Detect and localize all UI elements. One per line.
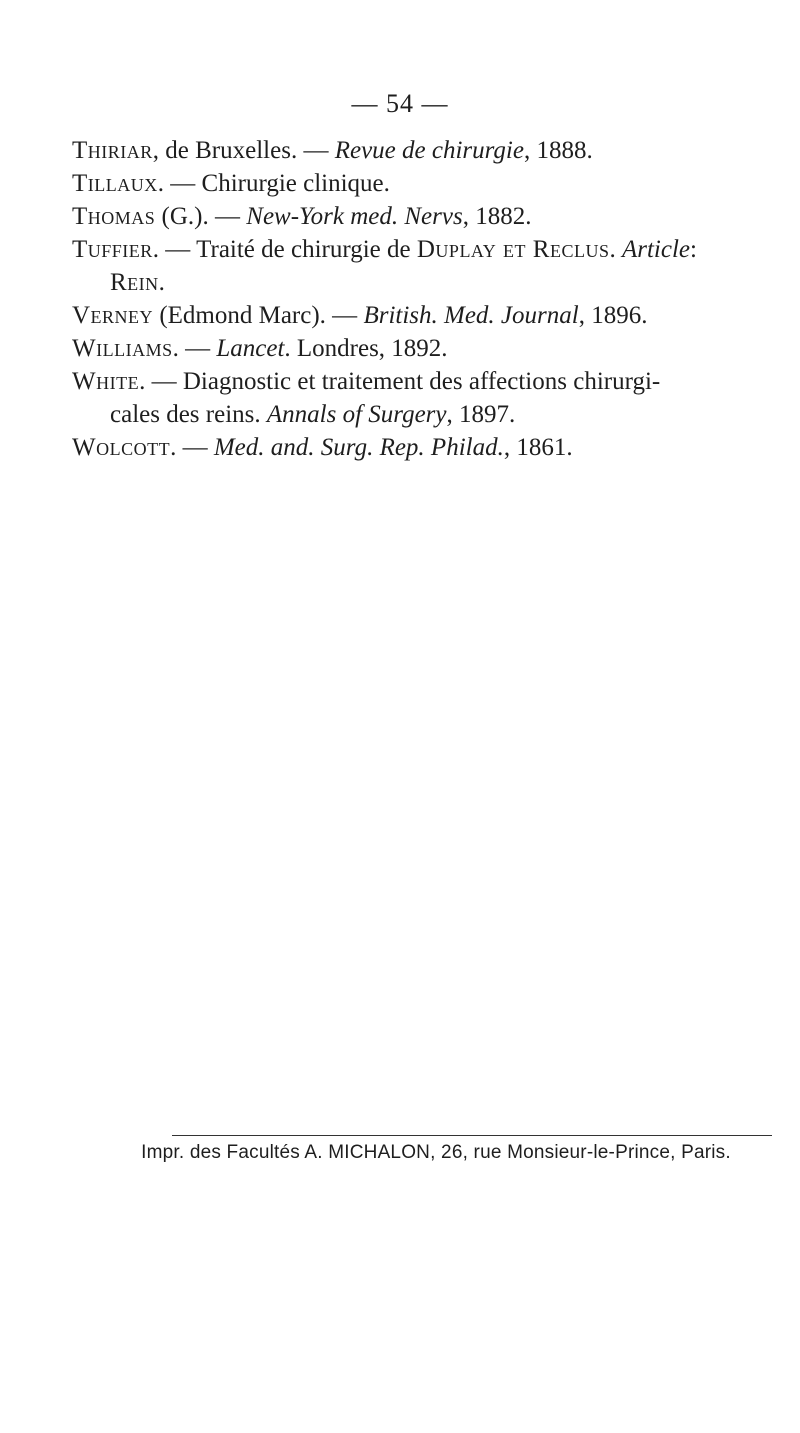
reference-text: :: [689, 236, 697, 263]
reference-text: cales des reins.: [110, 401, 267, 428]
reference-text: . —: [172, 335, 217, 362]
reference-text: . — Diagnostic et traitement des affections chirurgi-: [139, 368, 661, 395]
author-name: Wolcott: [72, 434, 171, 461]
journal-title: Lancet: [216, 335, 285, 362]
reference-entry: [0, 134, 800, 167]
co-author-names: Duplay et Reclus: [416, 236, 610, 263]
reference-text: .: [609, 236, 622, 263]
reference-text: . Londres, 1892.: [284, 335, 448, 362]
author-name: Tillaux: [72, 170, 158, 197]
reference-text: (G.). —: [155, 203, 247, 230]
reference-continuation: [72, 266, 800, 299]
journal-title: Article: [621, 236, 690, 263]
author-name: Williams: [72, 335, 173, 362]
reference-entry: [0, 332, 800, 365]
footer-rule: [172, 1135, 772, 1136]
author-name: Verney: [72, 302, 154, 329]
author-name: Thomas: [72, 203, 156, 230]
reference-text: , 1896.: [578, 302, 648, 329]
reference-text: , 1897.: [446, 401, 516, 428]
reference-text: . — Traité de chirurgie de: [152, 236, 417, 263]
journal-title: New-York med. Nervs: [246, 203, 463, 230]
author-name: Tuffier: [72, 236, 153, 263]
reference-text: , 1882.: [462, 203, 532, 230]
reference-text: .: [158, 269, 165, 296]
page-number: — 54 —: [351, 89, 449, 118]
reference-entry: [0, 299, 800, 332]
reference-entry: [0, 365, 800, 431]
reference-entry: [0, 200, 800, 233]
section-name: Rein: [110, 269, 159, 296]
reference-entry: [0, 233, 800, 299]
reference-entry: [0, 167, 800, 200]
reference-text: , 1888.: [523, 137, 593, 164]
author-name: White: [72, 368, 140, 395]
author-name: Thiriar: [72, 137, 153, 164]
journal-title: Revue de chirurgie: [334, 137, 524, 164]
journal-title: Annals of Surgery: [266, 401, 447, 428]
bibliography-list: [0, 134, 800, 464]
printer-imprint: Impr. des Facultés A. MICHALON, 26, rue Monsieur-le-Prince, Paris.: [141, 1142, 731, 1163]
reference-entry: [0, 431, 800, 464]
journal-title: British. Med. Journal: [363, 302, 579, 329]
reference-continuation: [72, 398, 800, 431]
journal-title: Med. and. Surg. Rep. Philad.: [213, 434, 504, 461]
reference-text: . —: [170, 434, 214, 461]
reference-text: , 1861.: [503, 434, 573, 461]
reference-text: . — Chirurgie clinique.: [157, 170, 390, 197]
reference-text: , de Bruxelles. —: [152, 137, 335, 164]
reference-text: (Edmond Marc). —: [153, 302, 364, 329]
